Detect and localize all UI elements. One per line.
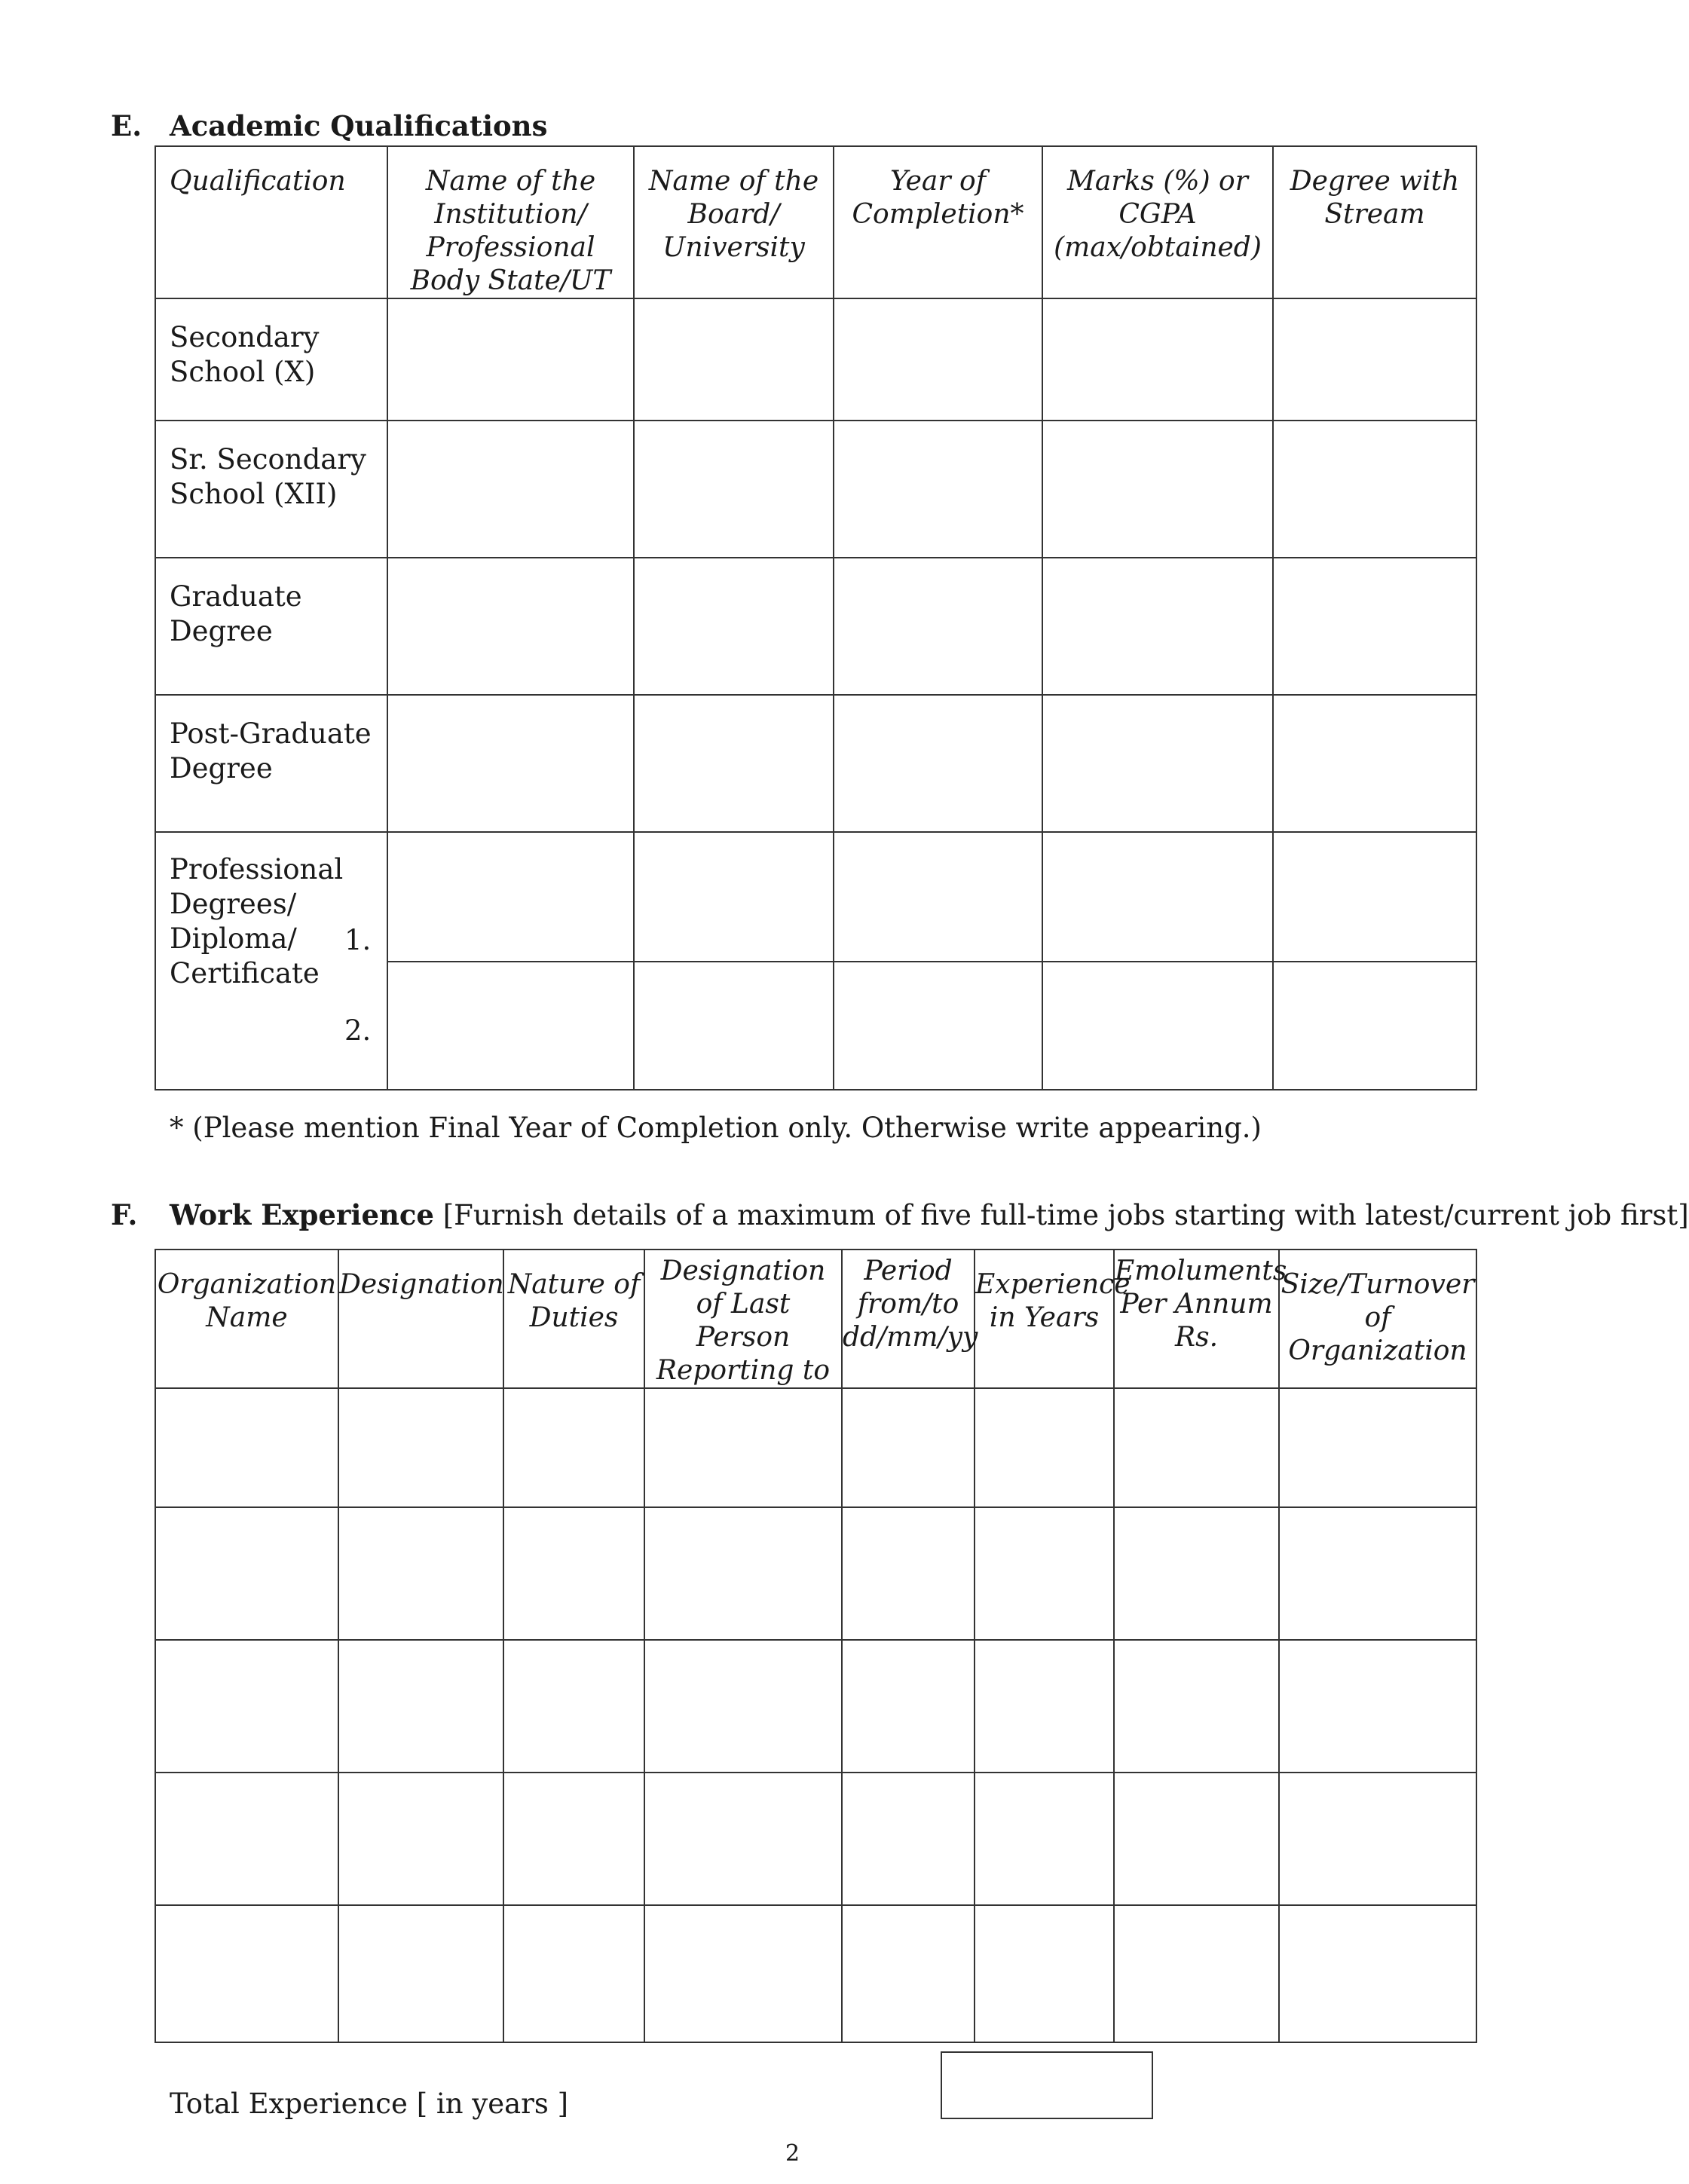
- table-row: [155, 832, 1476, 962]
- section-f-title: [170, 1198, 1689, 1231]
- row-label-secondary: [155, 298, 387, 421]
- input-cell[interactable]: [1279, 1640, 1476, 1773]
- input-cell[interactable]: [834, 962, 1042, 1090]
- col-header-period: Period from/to dd/mm/yy: [842, 1250, 975, 1388]
- table-header-row: [155, 146, 1476, 298]
- input-cell[interactable]: [503, 1773, 644, 1905]
- professional-item-number-1: 1.: [344, 924, 372, 956]
- row-label-sr-secondary: [155, 421, 387, 558]
- input-cell[interactable]: [387, 832, 634, 962]
- input-cell[interactable]: [842, 1507, 975, 1640]
- total-experience-label: Total Experience [ in years ]: [170, 2088, 569, 2120]
- col-header-experience: Experience in Years: [975, 1250, 1114, 1388]
- table-row: [155, 1388, 1476, 1507]
- input-cell[interactable]: [634, 421, 834, 558]
- input-cell[interactable]: [387, 298, 634, 421]
- row-label-line: Degree: [170, 615, 273, 647]
- section-f-title-bold: Work Experience: [170, 1198, 434, 1231]
- section-e-letter: E.: [111, 109, 142, 142]
- table-row: [155, 1507, 1476, 1640]
- input-cell[interactable]: [834, 421, 1042, 558]
- table-row: [155, 421, 1476, 558]
- table-row: [155, 298, 1476, 421]
- input-cell[interactable]: [338, 1640, 503, 1773]
- input-cell[interactable]: [338, 1773, 503, 1905]
- input-cell[interactable]: [503, 1388, 644, 1507]
- page-number: 2: [785, 2140, 800, 2167]
- input-cell[interactable]: [1114, 1773, 1279, 1905]
- input-cell[interactable]: [387, 558, 634, 695]
- academic-qualifications-table: [155, 145, 1477, 1090]
- col-header-marks: Marks (%) or CGPA (max/obtained): [1042, 146, 1273, 298]
- input-cell[interactable]: [644, 1773, 842, 1905]
- table-row: [155, 1773, 1476, 1905]
- row-label-line: Degree: [170, 752, 273, 785]
- input-cell[interactable]: [1114, 1388, 1279, 1507]
- col-header-board: Name of the Board/ University: [634, 146, 834, 298]
- total-experience-input[interactable]: [941, 2051, 1153, 2119]
- row-label-line: School (X): [170, 356, 316, 388]
- row-label-professional: [155, 832, 387, 1090]
- col-header-nature-duties: Nature of Duties: [503, 1250, 644, 1388]
- input-cell[interactable]: [1273, 695, 1476, 832]
- col-header-size-turnover: Size/Turnover of Organization: [1279, 1250, 1476, 1388]
- input-cell[interactable]: [503, 1905, 644, 2042]
- completion-note: * (Please mention Final Year of Completion only. Otherwise write appearing.): [170, 1112, 1262, 1144]
- input-cell[interactable]: [634, 962, 834, 1090]
- input-cell[interactable]: [634, 695, 834, 832]
- input-cell[interactable]: [503, 1507, 644, 1640]
- row-label-graduate: [155, 558, 387, 695]
- input-cell[interactable]: [387, 695, 634, 832]
- input-cell[interactable]: [1042, 695, 1273, 832]
- input-cell[interactable]: [975, 1640, 1114, 1773]
- input-cell[interactable]: [1114, 1640, 1279, 1773]
- input-cell[interactable]: [155, 1773, 338, 1905]
- row-label-line: Degrees/: [170, 888, 297, 920]
- input-cell[interactable]: [1279, 1507, 1476, 1640]
- input-cell[interactable]: [155, 1507, 338, 1640]
- input-cell[interactable]: [644, 1507, 842, 1640]
- row-label-line: Professional: [170, 853, 344, 886]
- table-row: [155, 1640, 1476, 1773]
- input-cell[interactable]: [644, 1640, 842, 1773]
- input-cell[interactable]: [503, 1640, 644, 1773]
- col-header-emoluments: Emoluments Per Annum Rs.: [1114, 1250, 1279, 1388]
- col-header-qualification: Qualification: [155, 146, 387, 298]
- row-label-line: Post-Graduate: [170, 717, 372, 750]
- input-cell[interactable]: [338, 1388, 503, 1507]
- input-cell[interactable]: [1042, 962, 1273, 1090]
- row-label-line: Secondary: [170, 321, 320, 353]
- input-cell[interactable]: [1273, 832, 1476, 962]
- input-cell[interactable]: [1042, 421, 1273, 558]
- input-cell[interactable]: [155, 1388, 338, 1507]
- input-cell[interactable]: [644, 1905, 842, 2042]
- input-cell[interactable]: [634, 298, 834, 421]
- input-cell[interactable]: [634, 558, 834, 695]
- input-cell[interactable]: [834, 695, 1042, 832]
- input-cell[interactable]: [842, 1773, 975, 1905]
- input-cell[interactable]: [1273, 558, 1476, 695]
- input-cell[interactable]: [975, 1905, 1114, 2042]
- table-row: [155, 1905, 1476, 2042]
- input-cell[interactable]: [842, 1905, 975, 2042]
- col-header-year: Year of Completion*: [834, 146, 1042, 298]
- input-cell[interactable]: [338, 1507, 503, 1640]
- section-f-title-rest: [Furnish details of a maximum of five full-time jobs starting with latest/current job first]: [433, 1199, 1689, 1231]
- input-cell[interactable]: [1042, 298, 1273, 421]
- input-cell[interactable]: [1279, 1773, 1476, 1905]
- row-label-line: Diploma/: [170, 922, 297, 955]
- col-header-organization: Organization Name: [155, 1250, 338, 1388]
- work-experience-table: [155, 1249, 1477, 2043]
- input-cell[interactable]: [1273, 421, 1476, 558]
- professional-item-number-2: 2.: [344, 1014, 372, 1047]
- input-cell[interactable]: [975, 1773, 1114, 1905]
- input-cell[interactable]: [834, 832, 1042, 962]
- input-cell[interactable]: [975, 1388, 1114, 1507]
- input-cell[interactable]: [634, 832, 834, 962]
- col-header-institution: Name of the Institution/ Professional Body State/UT: [387, 146, 634, 298]
- input-cell[interactable]: [155, 1640, 338, 1773]
- input-cell[interactable]: [1273, 962, 1476, 1090]
- input-cell[interactable]: [842, 1388, 975, 1507]
- row-label-line: School (XII): [170, 478, 338, 510]
- col-header-designation: Designation: [338, 1250, 503, 1388]
- section-e-title: Academic Qualifications: [170, 109, 548, 142]
- input-cell[interactable]: [387, 962, 634, 1090]
- input-cell[interactable]: [1042, 832, 1273, 962]
- col-header-degree-stream: Degree with Stream: [1273, 146, 1476, 298]
- input-cell[interactable]: [387, 421, 634, 558]
- input-cell[interactable]: [1279, 1905, 1476, 2042]
- col-header-last-reporting: Designation of Last Person Reporting to: [644, 1250, 842, 1388]
- input-cell[interactable]: [644, 1388, 842, 1507]
- row-label-line: Certificate: [170, 957, 320, 990]
- row-label-line: Sr. Secondary: [170, 443, 366, 476]
- input-cell[interactable]: [155, 1905, 338, 2042]
- input-cell[interactable]: [975, 1507, 1114, 1640]
- section-f-letter: F.: [111, 1198, 138, 1231]
- table-row: [155, 695, 1476, 832]
- input-cell[interactable]: [338, 1905, 503, 2042]
- input-cell[interactable]: [834, 558, 1042, 695]
- table-row: [155, 558, 1476, 695]
- input-cell[interactable]: [1273, 298, 1476, 421]
- input-cell[interactable]: [842, 1640, 975, 1773]
- input-cell[interactable]: [1042, 558, 1273, 695]
- input-cell[interactable]: [1114, 1507, 1279, 1640]
- input-cell[interactable]: [1114, 1905, 1279, 2042]
- row-label-post-graduate: [155, 695, 387, 832]
- row-label-line: Graduate: [170, 580, 302, 613]
- input-cell[interactable]: [1279, 1388, 1476, 1507]
- table-header-row: [155, 1250, 1476, 1388]
- input-cell[interactable]: [834, 298, 1042, 421]
